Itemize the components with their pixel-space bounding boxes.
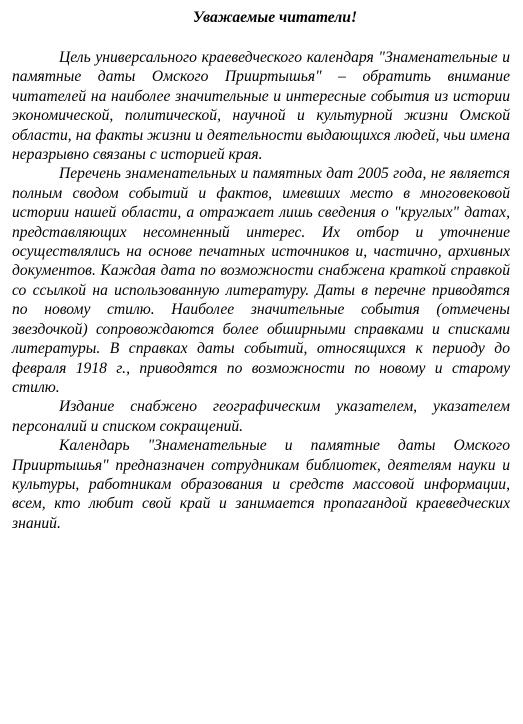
paragraph-purpose: Цель универсального краеведческого календаря "Знаменательные и памятные даты Омского Прииртышья" – обратить внимание читателей на наиболее значительные и интересные события из истории экономической, политической, научной и культурной жизни Омской области, на факты жизни и деятельности выдающихся людей, чьи имена неразрывно связаны с историей края. xyxy=(12,49,510,164)
paragraph-indexes: Издание снабжено географическим указателем, указателем персоналий и списком сокращений. xyxy=(12,398,510,435)
document-page xyxy=(12,8,510,533)
paragraph-audience: Календарь "Знаменательные и памятные даты Омского Прииртышья" предназначен сотрудникам библиотек, деятелям науки и культуры, работникам образования и средств массовой информации, всем, кто любит свой край и занимается пропагандой краеведческих знаний. xyxy=(12,437,510,532)
paragraph-list-description: Перечень знаменательных и памятных дат 2005 года, не является полным сводом событий и фактов, имевших место в многовековой истории нашей области, а отражает лишь сведения о "круглых" датах, представляющих несомненный интерес. Их отбор и уточнение осуществлялись на основе печатных источников и, частично, архивных документов. Каждая дата по возможности снабжена краткой справкой со ссылкой на использованную литературу. Даты в перечне приводятся по новому стилю. Наиболее значительные события (отмечены звездочкой) сопровождаются более обширными справками и списками литературы. В справках даты событий, относящихся к периоду до февраля 1918 г., приводятся по возможности по новому и старому стилю. xyxy=(12,165,510,396)
page-title: Уважаемые читатели! xyxy=(192,9,358,26)
